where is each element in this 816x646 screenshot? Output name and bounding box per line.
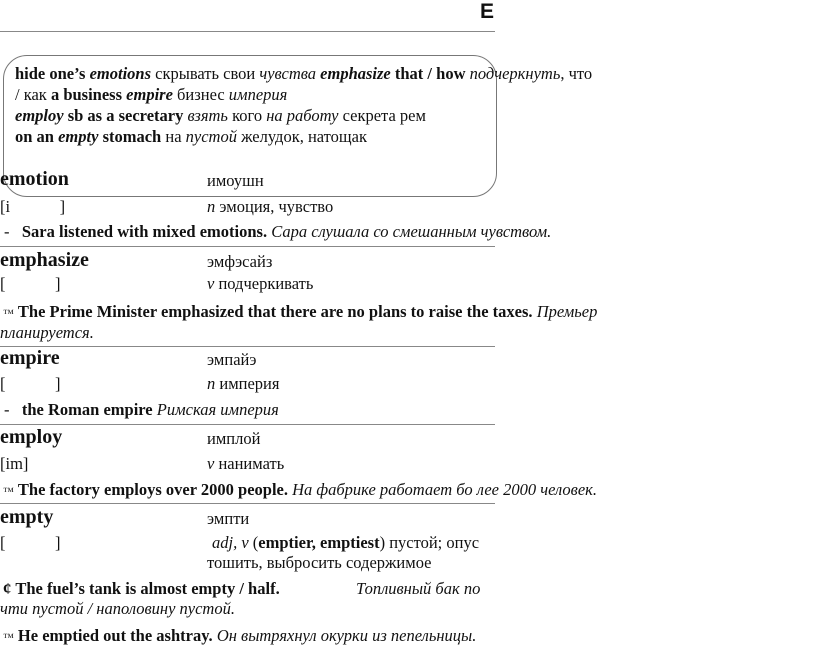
headword: emphasize <box>0 249 89 271</box>
transcription: [im] <box>0 454 29 473</box>
transcription: [ ] <box>0 274 61 293</box>
phonetic-respelling: имплой <box>207 429 261 448</box>
collocation-line: on an empty stomach на пустой желудок, натощак <box>15 127 367 146</box>
meaning: adj, v (emptier, emptiest) пустой; опус <box>212 533 480 552</box>
example-translation: Топливный бак по <box>356 579 481 598</box>
divider <box>0 31 495 32</box>
phonetic-respelling: имоушн <box>207 171 264 190</box>
transcription: [ ] <box>0 374 61 393</box>
collocation-line: hide one’s emotions скрывать свои чувства emphasize that / how подчеркнуть, что <box>15 64 593 83</box>
example-continued: чти пустой / наполовину пустой. <box>0 599 235 618</box>
example: - Sara listened with mixed emotions. Сара слушала со смешанным чувством. <box>4 222 552 241</box>
meaning: n эмоция, чувство <box>207 197 334 216</box>
phonetic-respelling: эмпайэ <box>207 350 257 369</box>
meaning: n империя <box>207 374 280 393</box>
phonetic-respelling: эмфэсайз <box>207 252 273 271</box>
meaning: v подчеркивать <box>207 274 314 293</box>
transcription: [i ] <box>0 197 66 216</box>
headword: emotion <box>0 168 69 190</box>
headword: employ <box>0 426 63 448</box>
divider <box>0 246 495 247</box>
meaning: v нанимать <box>207 454 285 473</box>
example: - the Roman empire Римская империя <box>4 400 279 419</box>
example: ™ The Prime Minister emphasized that there are no plans to raise the taxes. Премьер <box>3 302 598 321</box>
headword: empty <box>0 506 54 528</box>
divider <box>0 346 495 347</box>
headword: empire <box>0 347 60 369</box>
transcription: [ ] <box>0 533 61 552</box>
phonetic-respelling: эмпти <box>207 509 250 528</box>
example-continued: планируется. <box>0 323 94 342</box>
example: ¢ The fuel’s tank is almost empty / half. <box>3 579 280 598</box>
divider <box>0 424 495 425</box>
example: ™ He emptied out the ashtray. Он вытряхнул окурки из пепельницы. <box>3 626 477 645</box>
example: ™ The factory employs over 2000 people. На фабрике работает бо лее 2000 человек. <box>3 480 597 499</box>
divider <box>0 503 495 504</box>
meaning-continued: тошить, выбросить содержимое <box>207 553 432 572</box>
collocation-line: / как a business empire бизнес империя <box>15 85 288 104</box>
section-letter: E <box>480 0 495 23</box>
collocation-line: employ sb as a secretary взять кого на работу секрета рем <box>15 106 426 125</box>
